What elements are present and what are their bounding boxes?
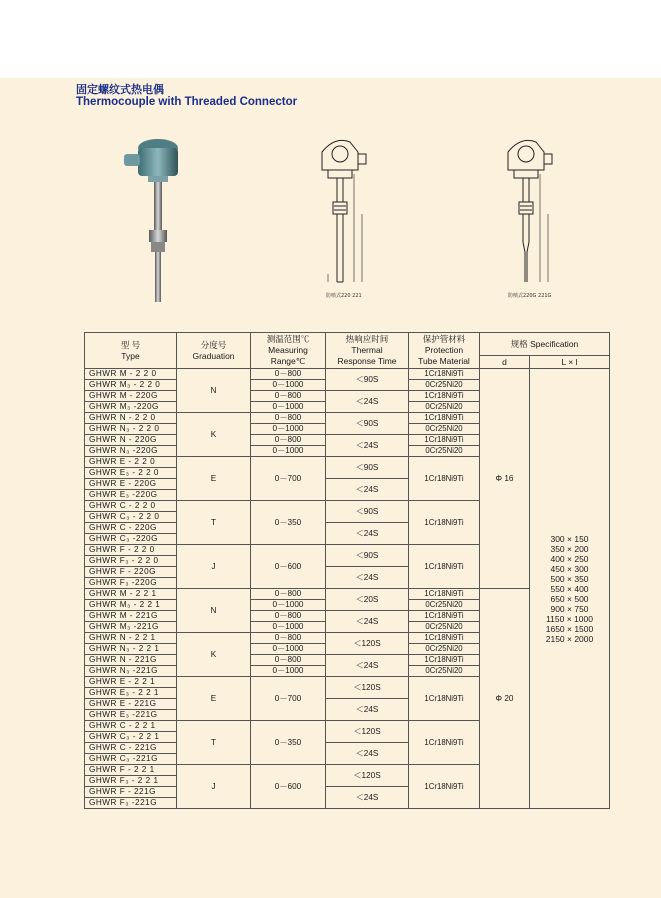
length-spec-value: 1150 × 1000 <box>546 613 593 624</box>
length-spec-value: 1650 × 1500 <box>545 623 594 634</box>
model-cell: GHWR E - 220G <box>85 479 177 490</box>
protection-cell: 0Cr25Ni20 <box>409 622 480 633</box>
response-cell: ＜24S <box>326 479 409 501</box>
model-cell: GHWR N - 220G <box>85 435 177 446</box>
header-lxl: L × l <box>530 356 610 369</box>
title-english: Thermocouple with Threaded Connector <box>76 96 298 108</box>
model-cell: GHWR C₃ -220G <box>85 534 177 545</box>
model-cell: GHWR F₃ - 2 2 0 <box>85 556 177 567</box>
response-cell: ＜120S <box>326 633 409 655</box>
range-cell: 0－700 <box>251 677 326 721</box>
range-cell: 0－1000 <box>251 666 326 677</box>
protection-cell: 1Cr18Ni9Ti <box>409 435 480 446</box>
graduation-cell: T <box>177 501 251 545</box>
protection-cell: 1Cr18Ni9Ti <box>409 633 480 644</box>
protection-cell: 1Cr18Ni9Ti <box>409 589 480 600</box>
thermocouple-photo <box>118 134 198 306</box>
model-cell: GHWR M - 2 2 1 <box>85 589 177 600</box>
range-cell: 0－1000 <box>251 622 326 633</box>
graduation-cell: J <box>177 545 251 589</box>
range-cell: 0－800 <box>251 413 326 424</box>
model-cell: GHWR E - 221G <box>85 699 177 710</box>
model-cell: GHWR C - 2 2 0 <box>85 501 177 512</box>
response-cell: ＜24S <box>326 787 409 809</box>
response-cell: ＜24S <box>326 699 409 721</box>
model-cell: GHWR F₃ -220G <box>85 578 177 589</box>
header-range: 测温范围℃ Measuring Range℃ <box>251 333 326 369</box>
length-spec-value: 400 × 250 <box>550 553 589 564</box>
header-graduation: 分度号 Graduation <box>177 333 251 369</box>
protection-cell: 1Cr18Ni9Ti <box>409 457 480 501</box>
model-cell: GHWR M₃ -221G <box>85 622 177 633</box>
response-cell: ＜24S <box>326 391 409 413</box>
model-cell: GHWR C₃ - 2 2 0 <box>85 512 177 523</box>
range-cell: 0－800 <box>251 435 326 446</box>
length-spec-value: 900 × 750 <box>550 603 589 614</box>
drawing-220g-221g <box>496 134 561 294</box>
model-cell: GHWR C - 220G <box>85 523 177 534</box>
range-cell: 0－800 <box>251 633 326 644</box>
protection-cell: 0Cr25Ni20 <box>409 380 480 391</box>
range-cell: 0－800 <box>251 655 326 666</box>
protection-cell: 1Cr18Ni9Ti <box>409 655 480 666</box>
range-cell: 0－350 <box>251 501 326 545</box>
model-cell: GHWR E₃ -220G <box>85 490 177 501</box>
model-cell: GHWR N - 2 2 1 <box>85 633 177 644</box>
protection-cell: 0Cr25Ni20 <box>409 402 480 413</box>
response-cell: ＜24S <box>326 523 409 545</box>
model-cell: GHWR M - 221G <box>85 611 177 622</box>
model-cell: GHWR E - 2 2 1 <box>85 677 177 688</box>
model-cell: GHWR M₃ - 2 2 1 <box>85 600 177 611</box>
model-cell: GHWR F - 2 2 0 <box>85 545 177 556</box>
protection-cell: 1Cr18Ni9Ti <box>409 369 480 380</box>
graduation-cell: N <box>177 369 251 413</box>
length-spec-value: 300 × 150 <box>550 533 589 544</box>
model-cell: GHWR C - 221G <box>85 743 177 754</box>
model-cell: GHWR C - 2 2 1 <box>85 721 177 732</box>
range-cell: 0－1000 <box>251 446 326 457</box>
graduation-cell: T <box>177 721 251 765</box>
table-row <box>85 369 610 380</box>
response-cell: ＜120S <box>326 677 409 699</box>
range-cell: 0－1000 <box>251 380 326 391</box>
model-cell: GHWR N - 2 2 0 <box>85 413 177 424</box>
range-cell: 0－1000 <box>251 600 326 611</box>
model-cell: GHWR F₃ -221G <box>85 798 177 809</box>
model-cell: GHWR E₃ - 2 2 0 <box>85 468 177 479</box>
response-cell: ＜24S <box>326 743 409 765</box>
response-cell: ＜24S <box>326 435 409 457</box>
protection-cell: 1Cr18Ni9Ti <box>409 391 480 402</box>
protection-cell: 0Cr25Ni20 <box>409 424 480 435</box>
protection-cell: 0Cr25Ni20 <box>409 644 480 655</box>
protection-cell: 1Cr18Ni9Ti <box>409 501 480 545</box>
length-spec-value: 450 × 300 <box>550 563 589 574</box>
spec-table <box>84 332 610 809</box>
model-cell: GHWR E - 2 2 0 <box>85 457 177 468</box>
graduation-cell: K <box>177 413 251 457</box>
model-cell: GHWR E₃ - 2 2 1 <box>85 688 177 699</box>
range-cell: 0－800 <box>251 391 326 402</box>
length-spec-value: 2150 × 2000 <box>545 633 594 644</box>
range-cell: 0－800 <box>251 589 326 600</box>
length-spec-value: 550 × 400 <box>550 583 589 594</box>
model-cell: GHWR N - 221G <box>85 655 177 666</box>
graduation-cell: J <box>177 765 251 809</box>
response-cell: ＜90S <box>326 413 409 435</box>
response-cell: ＜24S <box>326 611 409 633</box>
header-specification: 规格 Specification <box>480 333 610 356</box>
protection-cell: 1Cr18Ni9Ti <box>409 413 480 424</box>
protection-cell: 1Cr18Ni9Ti <box>409 765 480 809</box>
response-cell: ＜90S <box>326 501 409 523</box>
response-cell: ＜24S <box>326 655 409 677</box>
range-cell: 0－800 <box>251 369 326 380</box>
protection-cell: 1Cr18Ni9Ti <box>409 545 480 589</box>
model-cell: GHWR M₃ -220G <box>85 402 177 413</box>
response-cell: ＜120S <box>326 721 409 743</box>
range-cell: 0－1000 <box>251 644 326 655</box>
model-cell: GHWR F - 221G <box>85 787 177 798</box>
figure-caption-220g-221g: 防喷式220G 221G <box>508 293 552 299</box>
protection-cell: 0Cr25Ni20 <box>409 600 480 611</box>
graduation-cell: K <box>177 633 251 677</box>
range-cell: 0－350 <box>251 721 326 765</box>
model-cell: GHWR E₃ -221G <box>85 710 177 721</box>
length-spec-value: 350 × 200 <box>550 543 589 554</box>
model-cell: GHWR C₃ - 2 2 1 <box>85 732 177 743</box>
protection-cell: 1Cr18Ni9Ti <box>409 677 480 721</box>
response-cell: ＜90S <box>326 545 409 567</box>
protection-cell: 0Cr25Ni20 <box>409 666 480 677</box>
graduation-cell: E <box>177 677 251 721</box>
drawing-220-221 <box>310 134 375 294</box>
response-cell: ＜90S <box>326 369 409 391</box>
range-cell: 0－700 <box>251 457 326 501</box>
graduation-cell: N <box>177 589 251 633</box>
diameter-cell: Φ 20 <box>480 589 530 809</box>
response-cell: ＜90S <box>326 457 409 479</box>
model-cell: GHWR F₃ - 2 2 1 <box>85 776 177 787</box>
response-cell: ＜20S <box>326 589 409 611</box>
model-cell: GHWR N₃ -220G <box>85 446 177 457</box>
header-protection: 保护管材料 Protection Tube Material <box>409 333 480 369</box>
protection-cell: 1Cr18Ni9Ti <box>409 611 480 622</box>
header-type: 型 号 Type <box>85 333 177 369</box>
response-cell: ＜120S <box>326 765 409 787</box>
header-d: d <box>480 356 530 369</box>
model-cell: GHWR M - 220G <box>85 391 177 402</box>
title-chinese: 固定螺纹式热电偶 <box>76 83 164 96</box>
figure-caption-220-221: 防喷式220 221 <box>326 293 362 299</box>
model-cell: GHWR C₃ -221G <box>85 754 177 765</box>
model-cell: GHWR M - 2 2 0 <box>85 369 177 380</box>
model-cell: GHWR F - 2 2 1 <box>85 765 177 776</box>
range-cell: 0－600 <box>251 765 326 809</box>
protection-cell: 0Cr25Ni20 <box>409 446 480 457</box>
header-response: 热响应时间 Thermal Response Time <box>326 333 409 369</box>
model-cell: GHWR N₃ -221G <box>85 666 177 677</box>
diameter-cell: Φ 16 <box>480 369 530 589</box>
length-spec-cell <box>530 369 610 809</box>
model-cell: GHWR N₃ - 2 2 0 <box>85 424 177 435</box>
range-cell: 0－800 <box>251 611 326 622</box>
range-cell: 0－1000 <box>251 402 326 413</box>
range-cell: 0－1000 <box>251 424 326 435</box>
length-spec-value: 500 × 350 <box>550 573 589 584</box>
range-cell: 0－600 <box>251 545 326 589</box>
model-cell: GHWR N₃ - 2 2 1 <box>85 644 177 655</box>
model-cell: GHWR F - 220G <box>85 567 177 578</box>
length-spec-value: 650 × 500 <box>550 593 589 604</box>
protection-cell: 1Cr18Ni9Ti <box>409 721 480 765</box>
graduation-cell: E <box>177 457 251 501</box>
model-cell: GHWR M₃ - 2 2 0 <box>85 380 177 391</box>
response-cell: ＜24S <box>326 567 409 589</box>
